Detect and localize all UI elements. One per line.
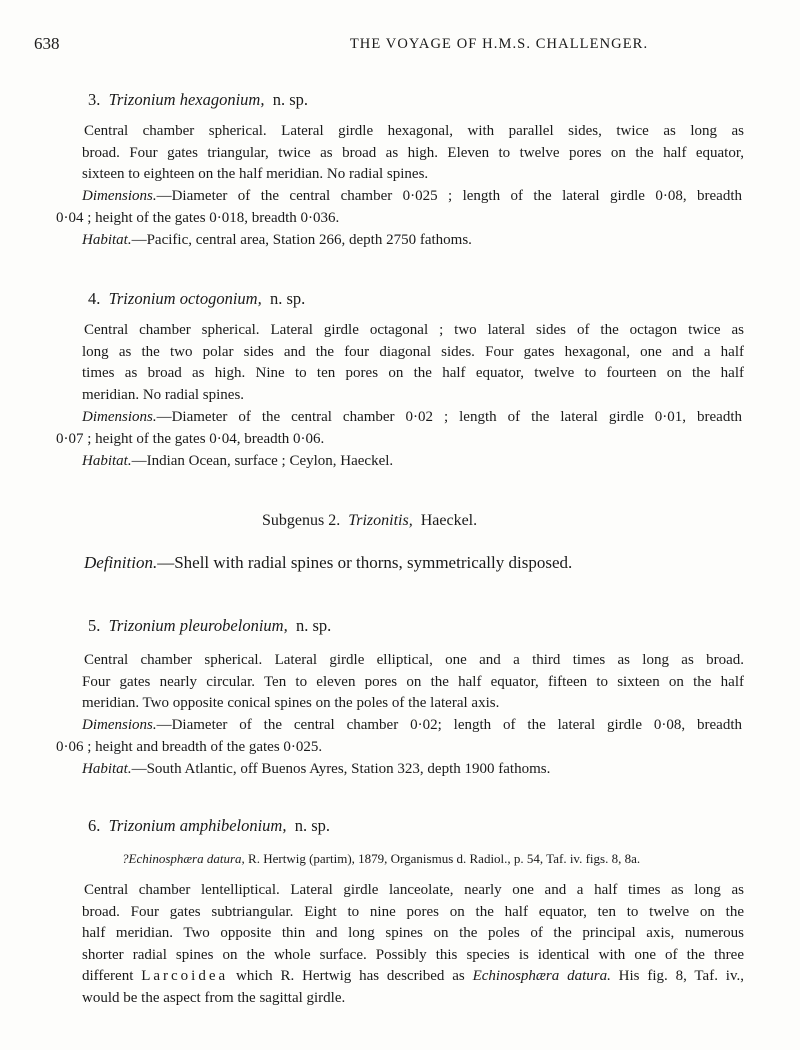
species-suffix: n. sp. — [294, 816, 331, 835]
text-line: Four gates nearly circular. Ten to eleven pores on the half equator, fifteen to sixteen on the half — [82, 673, 744, 690]
text-line: times as broad as high. Nine to ten pores on the half equator, twelve to fourteen on the half — [82, 365, 744, 381]
definition — [84, 553, 572, 573]
text-line: meridian. No radial spines. — [82, 386, 245, 403]
text-line: Central chamber spherical. Lateral girdle hexagonal, with parallel sides, twice as long as — [84, 123, 744, 139]
dimensions-text: —Diameter of the central chamber 0·02; length of the lateral girdle 0·08, breadth — [156, 717, 742, 733]
species-name: Trizonium octogonium, — [108, 289, 262, 308]
synonym-reference — [122, 851, 640, 867]
text-line: long as the two polar sides and the four diagonal sides. Four gates hexagonal, one and a half — [82, 343, 744, 360]
species-suffix: n. sp. — [295, 616, 332, 635]
species-name: Trizonium amphibelonium, — [108, 816, 287, 835]
species-name: Trizonium pleurobelonium, — [108, 616, 288, 635]
definition-label: Definition. — [84, 553, 158, 572]
dimensions-field — [56, 186, 742, 229]
species-number: 6. — [88, 816, 101, 835]
text-line: shorter radial spines on the whole surface. Possibly this species is identical with one of the three — [82, 946, 744, 963]
dimensions-text: 0·04 ; height of the gates 0·018, breadth 0·036. — [56, 209, 340, 226]
species-suffix: n. sp. — [272, 90, 309, 109]
text-line: sixteen to eighteen on the half meridian. No radial spines. — [82, 166, 429, 182]
text-line: Central chamber lentelliptical. Lateral girdle lanceolate, nearly one and a half times as long as — [84, 882, 744, 898]
habitat-field — [82, 759, 742, 781]
habitat-text: —South Atlantic, off Buenos Ayres, Station 323, depth 1900 fathoms. — [131, 761, 551, 777]
species-description — [84, 121, 744, 186]
dimensions-label: Dimensions. — [82, 409, 157, 425]
text-line: meridian. Two opposite conical spines on the poles of the lateral axis. — [82, 695, 500, 711]
dimensions-label: Dimensions. — [82, 188, 157, 204]
subgenus-heading — [262, 512, 477, 530]
subgenus-author: Haeckel. — [420, 512, 478, 529]
synonym-name: ?Echinosphæra datura, — [122, 851, 245, 866]
species-number: 4. — [88, 289, 101, 308]
text-line: would be the aspect from the sagittal girdle. — [82, 989, 346, 1006]
habitat-text: —Indian Ocean, surface ; Ceylon, Haeckel. — [131, 453, 394, 469]
definition-text: —Shell with radial spines or thorns, symmetrically disposed. — [157, 553, 573, 572]
text-line: Central chamber spherical. Lateral girdle elliptical, one and a third times as long as broad. — [84, 652, 744, 668]
subgenus-name: Trizonitis, — [348, 512, 413, 529]
dimensions-label: Dimensions. — [82, 717, 157, 733]
habitat-field — [82, 230, 742, 252]
dimensions-field — [56, 715, 742, 758]
text-fragment: different — [82, 968, 142, 984]
text-line: Central chamber spherical. Lateral girdle octagonal ; two lateral sides of the octagon twice as — [84, 322, 744, 338]
text-line: broad. Four gates triangular, twice as broad as high. Eleven to twelve pores on the half equator, — [82, 144, 744, 161]
italic-term: Echinosphæra datura. — [472, 968, 611, 984]
species-name: Trizonium hexagonium, — [108, 90, 265, 109]
habitat-field — [82, 451, 742, 473]
text-line: half meridian. Two opposite thin and long spines on the poles of the principal axis, numerous — [82, 925, 744, 941]
text-line: broad. Four gates subtriangular. Eight to nine pores on the half equator, ten to twelve on the — [82, 903, 744, 920]
species-heading — [88, 616, 331, 636]
species-heading — [88, 90, 308, 110]
subgenus-label: Subgenus 2. — [262, 512, 341, 529]
species-heading — [88, 289, 305, 309]
dimensions-text: 0·06 ; height and breadth of the gates 0·025. — [56, 738, 323, 755]
synonym-citation: R. Hertwig (partim), 1879, Organismus d. Radiol., p. 54, Taf. iv. figs. 8, 8a. — [244, 851, 641, 866]
habitat-text: —Pacific, central area, Station 266, depth 2750 fathoms. — [131, 232, 472, 248]
species-suffix: n. sp. — [269, 289, 306, 308]
text-fragment: which R. Hertwig has described as — [228, 968, 473, 984]
text-fragment: His fig. 8, Taf. iv., — [610, 968, 744, 984]
dimensions-text: —Diameter of the central chamber 0·02 ; length of the lateral girdle 0·01, breadth — [156, 409, 742, 425]
species-number: 5. — [88, 616, 101, 635]
text-line — [82, 966, 744, 988]
species-description — [84, 650, 744, 715]
page-header — [34, 34, 764, 56]
species-heading — [88, 816, 330, 836]
species-description — [84, 880, 744, 1009]
running-title: THE VOYAGE OF H.M.S. CHALLENGER. — [349, 36, 649, 52]
habitat-label: Habitat. — [82, 761, 132, 777]
dimensions-text: —Diameter of the central chamber 0·025 ; length of the lateral girdle 0·08, breadth — [156, 188, 742, 204]
spaced-term: Larcoidea — [141, 968, 229, 984]
species-number: 3. — [88, 90, 101, 109]
species-description — [84, 320, 744, 406]
dimensions-text: 0·07 ; height of the gates 0·04, breadth 0·06. — [56, 430, 325, 447]
page-number: 638 — [34, 34, 60, 53]
habitat-label: Habitat. — [82, 232, 132, 248]
dimensions-field — [56, 407, 742, 450]
habitat-label: Habitat. — [82, 453, 132, 469]
